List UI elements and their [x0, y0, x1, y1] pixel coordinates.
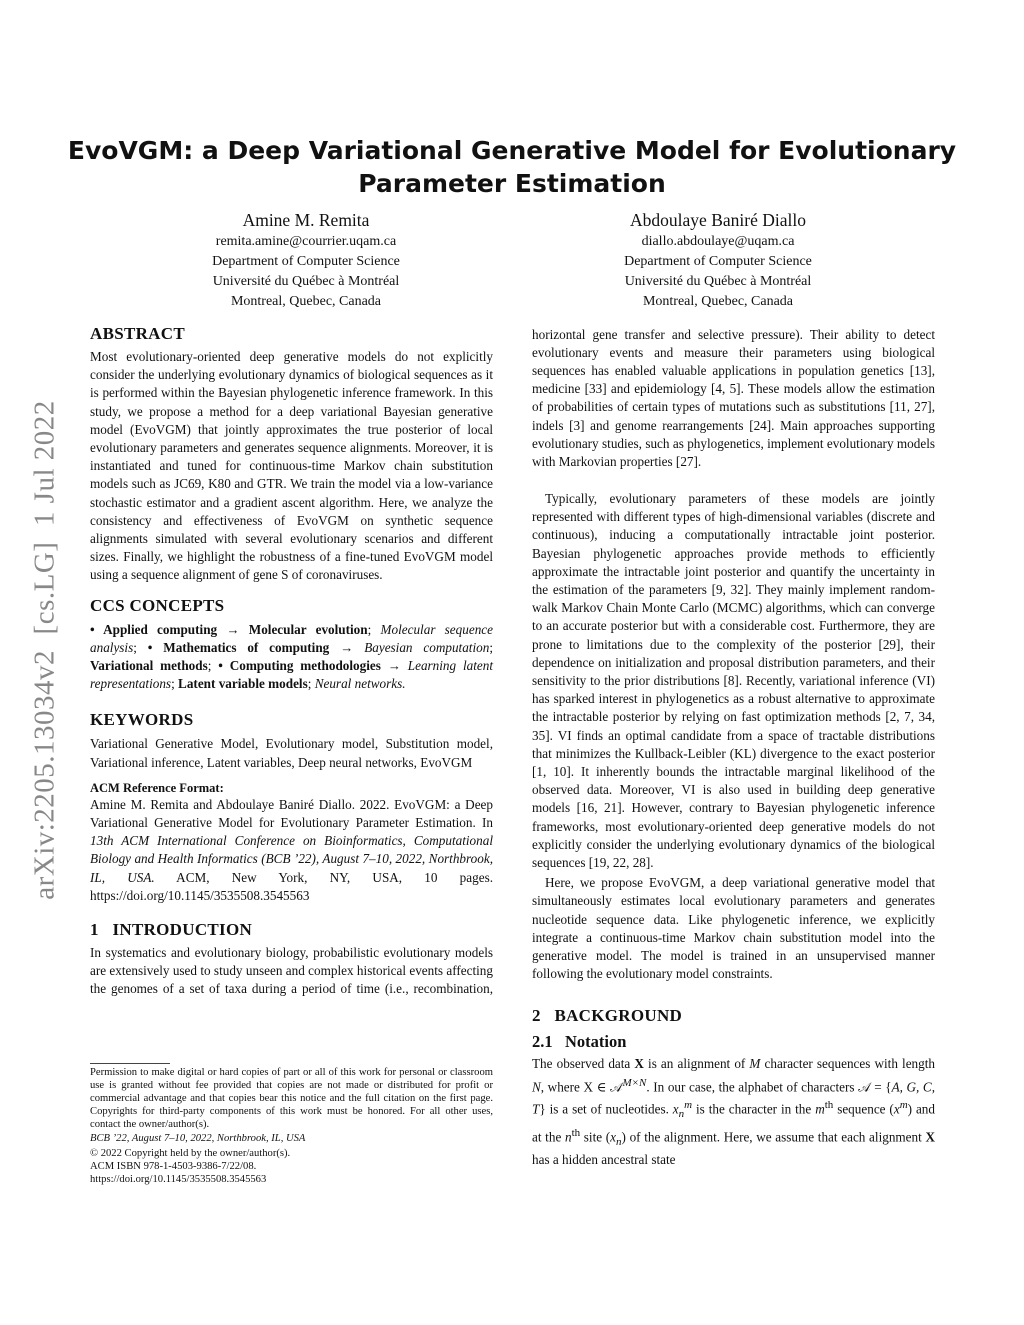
- abstract-text: Most evolutionary-oriented deep generative models do not explicitly consider the underlying evolutionary dynamics of biological sequences as it is performed within the Bayesian phylogenetic inference framework. In this study, we propose a method for a deep variational Bayesian generative model (EvoVGM) that jointly approximates the true posterior of local evolutionary parameters and generates sequence alignments. Moreover, it is instantiated and tuned for continuous-time Markov chain substitution models such as JC69, K80 and GTR. We train the model via a low-variance stochastic estimator and a gradient ascent algorithm. Here, we analyze the consistency and effectiveness of EvoVGM on synthetic sequence alignments simulated with several evolutionary scenarios and different sizes. Finally, we highlight the robustness of a fine-tuned EvoVGM model using a sequence alignment of gene S of coronaviruses.: [90, 349, 493, 583]
- abstract-heading: ABSTRACT: [90, 324, 185, 343]
- permission-notice: Permission to make digital or hard copies of part or all of this work for personal or classroom use is granted without fee provided that copies are not made or distributed for profit or commercial advantage and that copies bear this notice and the full citation on the first page. Copyrights for third-party components of this work must be honored. For all other uses, contact the owner/author(s).: [90, 1067, 493, 1131]
- author-block-2: [538, 208, 898, 312]
- intro-paragraph-3: Here, we propose EvoVGM, a deep variational generative model that simultaneously estimates local evolutionary parameters and generates nucleotide sequence data. Like phylogenetic inference, we explicitly integrate a continuous-time Markov chain substitution model into the generative model. The model is trained in an unsupervised manner following the evolutionary model constraints.: [532, 875, 935, 982]
- acm-ref-text: Amine M. Remita and Abdoulaye Baniré Diallo. 2022. EvoVGM: a Deep Variational Generative Model for Evolutionary Parameter Estimation. In 13th ACM International Conference on Bioinformatics, Computational Biology and Health Informatics (BCB ’22), August 7–10, 2022, Northbrook, IL, USA. ACM, New York, NY, USA, 10 pages. https://doi.org/10.1145/3535508.3545563: [90, 796, 494, 903]
- author-name: Abdoulaye Baniré Diallo: [630, 210, 806, 230]
- acm-ref-heading: ACM Reference Format:: [90, 780, 224, 795]
- ccs-term: Variational methods: [90, 658, 208, 674]
- keywords-heading: KEYWORDS: [90, 710, 194, 730]
- footnote-copyright: © 2022 Copyright held by the owner/author(s).: [90, 1147, 291, 1159]
- notation-heading: 2.1 Notation: [532, 1032, 627, 1052]
- ccs-term: • Applied computing → Molecular evolution: [90, 621, 368, 637]
- author-name: Amine M. Remita: [242, 210, 370, 230]
- ccs-term: Molecular sequence analysis: [90, 621, 493, 655]
- footnote-rule: [90, 1063, 170, 1064]
- intro-heading: 1 INTRODUCTION: [90, 920, 253, 940]
- keywords-text: Variational Generative Model, Evolutionary model, Substitution model, Variational inference, Latent variables, Deep neural networks, EvoVGM: [90, 736, 493, 770]
- ccs-term: → Bayesian computation: [340, 639, 490, 655]
- ccs-term: Neural networks.: [314, 676, 406, 692]
- footnote-venue: BCB ’22, August 7–10, 2022, Northbrook, IL, USA: [90, 1133, 306, 1145]
- intro-paragraph-2: Typically, evolutionary parameters of these models are jointly represented with different types of high-dimensional variables (discrete and continuous), inducing a computationally intractable joint posterior. Bayesian phylogenetic approaches provide methods to efficiently approximate the intractable joint posterior and quantify the uncertainty in the estimation of the parameters [9, 32]. They mainly implement random-walk Markov Chain Monte Carlo (MCMC) algorithms, which can converge to an accurate posterior but with a considerable cost. Furthermore, they are prone to limitations due to the complexity of the posterior [29], their dependence on initialization and proposal distribution parameters, and their sensitivity to the prior distributions [8]. Recently, variational inference (VI) has sparked interest in phylogenetics as a robust alternative to approximate the intractable posterior by relying on fast optimization methods [2, 7, 34, 35]. VI finds an optimal candidate from a space of tractable distributions that minimizes the Kullback-Leibler (KL) divergence to the exact posterior [1, 10]. It inherently bounds the intractable marginal likelihood of the observed data. Moreover, VI is also used in building deep generative models [16, 21]. However, contrary to Bayesian phylogenetic inference frameworks, most evolutionary-oriented deep generative models do not explicitly consider the underlying evolutionary dynamics of the biological sequences [19, 22, 28].: [532, 491, 935, 871]
- ccs-term: → Learning latent representations: [90, 658, 493, 692]
- ccs-term: • Mathematics of computing: [147, 639, 330, 655]
- ccs-term: • Computing methodologies: [218, 658, 381, 674]
- intro-paragraph-1-continued: horizontal gene transfer and selective pressure). Their ability to detect evolutionary events and measure their parameters using biological sequences has enabled valuable applications in population genetics [13], medicine [33] and epidemiology [4, 5]. These models allow the estimation of probabilities of certain types of mutations such as substitutions [11, 27], indels [3] and genome rearrangements [24]. Main approaches supporting evolutionary studies, such as phylogenetics, implement evolutionary models with Markovian properties [27].: [532, 326, 935, 470]
- intro-paragraph-1-start: In systematics and evolutionary biology, probabilistic evolutionary models are extensively used to study unseen and complex historical events affecting the genomes of a set of taxa during a period of time (i.e., recombination,: [90, 945, 493, 997]
- footnote-doi[interactable]: https://doi.org/10.1145/3535508.3545563: [90, 1173, 267, 1185]
- left-column: [90, 323, 493, 999]
- author-email: diallo.abdoulaye@uqam.ca: [641, 234, 795, 249]
- right-column: [532, 326, 935, 1169]
- author-univ: Université du Québec à Montréal: [212, 274, 400, 289]
- acm-ref-venue: 13th ACM International Conference on Bioinformatics, Computational Biology and Health Informatics (BCB ’22), August 7–10, 2022, Northbrook, IL, USA.: [90, 833, 493, 885]
- author-block-1: [126, 208, 486, 312]
- footnote: [90, 1066, 493, 1186]
- background-heading: 2 BACKGROUND: [532, 1006, 683, 1026]
- author-city: Montreal, Quebec, Canada: [642, 294, 794, 309]
- ccs-text: • Applied computing → Molecular evolution; Molecular sequence analysis; • Mathematics of computing → Bayesian computation; Variational methods; • Computing methodologies → Learning latent representations; Latent variable models; Neural networks.: [90, 621, 493, 692]
- author-dept: Department of Computer Science: [624, 254, 812, 269]
- author-city: Montreal, Quebec, Canada: [230, 294, 382, 309]
- arxiv-sidebar-stamp: arXiv:2205.13034v2 [cs.LG] 1 Jul 2022: [28, 400, 61, 900]
- author-email: remita.amine@courrier.uqam.ca: [215, 234, 397, 249]
- notation-text: The observed data X is an alignment of M character sequences with length N, where X ∈ 𝒜$^{M\times N}$. In our case, the alphabet of characters 𝒜 = {A, G, C, T} is a set of nucleotides. $x_n^m$ is the character in the $m^{th}$ sequence $(x^m)$ and at the $n^{th}$ site $(x_n)$ of the alignment. Here, we assume that each alignment X has a hidden ancestral state: [532, 1056, 936, 1167]
- ccs-term: Latent variable models: [178, 676, 308, 692]
- ccs-heading: CCS CONCEPTS: [90, 595, 225, 615]
- author-dept: Department of Computer Science: [212, 254, 400, 269]
- paper-title: EvoVGM: a Deep Variational Generative Model for Evolutionary Parameter Estimation: [67, 136, 957, 198]
- footnote-isbn: ACM ISBN 978-1-4503-9386-7/22/08.: [90, 1160, 257, 1172]
- author-univ: Université du Québec à Montréal: [624, 274, 812, 289]
- acm-ref-doi[interactable]: ACM, New York, NY, USA, 10 pages. https://doi.org/10.1145/3535508.3545563: [90, 869, 494, 903]
